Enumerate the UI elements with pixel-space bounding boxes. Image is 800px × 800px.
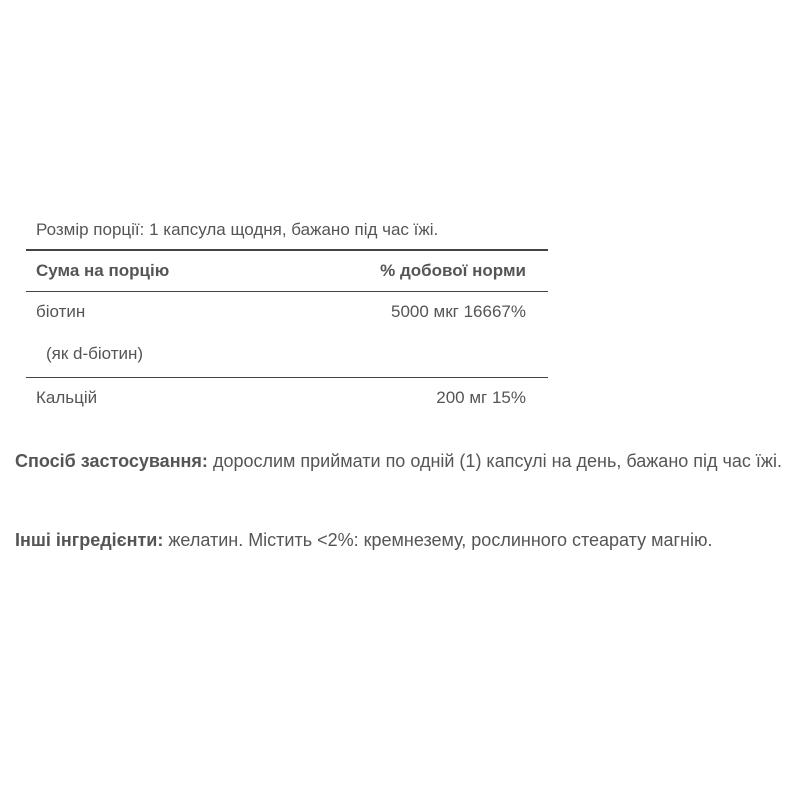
table-row-calcium: [26, 378, 548, 418]
directions-paragraph: [15, 449, 785, 473]
table-header: [26, 251, 548, 292]
supplement-facts-table: [26, 210, 548, 418]
nutrient-name: біотин: [36, 302, 86, 321]
serving-size: Розмір порції: 1 капсула щодня, бажано під час їжі.: [26, 210, 548, 251]
directions-label: Спосіб застосування:: [15, 451, 208, 471]
directions-text: дорослим приймати по одній (1) капсулі на день, бажано під час їжі.: [207, 451, 782, 471]
amount-per-serving-header: Сума на порцію: [36, 261, 170, 280]
daily-value-header: % добової норми: [380, 261, 526, 280]
other-ingredients-paragraph: [15, 528, 785, 552]
table-row-biotin: [26, 292, 548, 332]
nutrient-value: 5000 мкг 16667%: [391, 302, 526, 321]
nutrient-value: 200 мг 15%: [436, 388, 526, 407]
nutrient-name: Кальцій: [36, 388, 98, 407]
other-ingredients-label: Інші інгредієнти:: [15, 530, 164, 550]
nutrient-form-note: (як d-біотин): [26, 332, 548, 378]
other-ingredients-text: желатин. Містить <2%: кремнезему, рослинного стеарату магнію.: [163, 530, 713, 550]
